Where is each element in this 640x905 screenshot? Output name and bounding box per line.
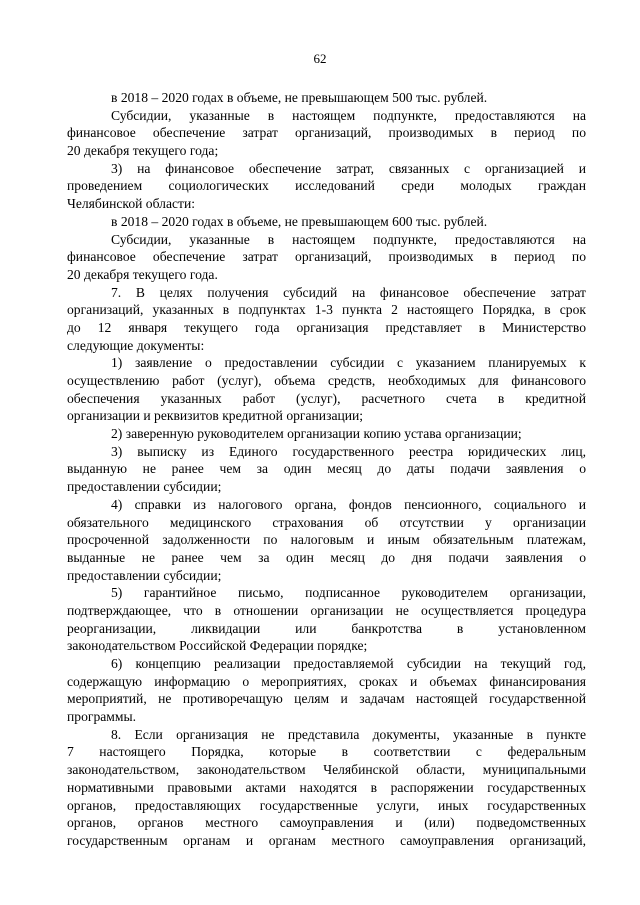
text-line: программы.	[67, 709, 137, 725]
text-line: организации и реквизитов кредитной организации;	[67, 408, 364, 424]
text-line: 1) заявление о предоставлении субсидии с указанием планируемых к	[111, 355, 586, 371]
text-line: финансовое обеспечение затрат организаций, производимых в период по	[67, 125, 586, 141]
text-line: в 2018 – 2020 годах в объеме, не превышающем 600 тыс. рублей.	[111, 213, 488, 229]
text-line: государственным органам и органам местного самоуправления организаций,	[67, 832, 586, 848]
text-line: выданную не ранее чем за один месяц до даты подачи заявления о	[67, 461, 586, 477]
text-line: Челябинской области:	[67, 196, 196, 212]
text-line: обеспечения указанных работ (услуг), расчетного счета в кредитной	[67, 390, 586, 406]
document-body	[67, 89, 586, 850]
text-line: обязательного медицинского страхования об отсутствии у организации	[67, 514, 586, 530]
text-line: 8. Если организация не представила документы, указанные в пункте	[111, 726, 586, 742]
text-line: 4) справки из налогового органа, фондов пенсионного, социального и	[111, 496, 586, 512]
text-line: законодательством, законодательством Челябинской области, муниципальными	[67, 762, 586, 778]
text-line: просроченной задолженности по налоговым и иным обязательным платежам,	[67, 532, 586, 548]
text-line: организаций, указанных в подпунктах 1-3 пункта 2 настоящего Порядка, в срок	[67, 302, 586, 318]
text-line: 7. В целях получения субсидий на финансовое обеспечение затрат	[111, 284, 586, 300]
text-line: 3) выписку из Единого государственного реестра юридических лиц,	[111, 443, 586, 459]
text-line: в 2018 – 2020 годах в объеме, не превышающем 500 тыс. рублей.	[111, 90, 488, 105]
text-line: проведением социологических исследований среди молодых граждан	[67, 178, 586, 194]
text-line: органов, предоставляющих государственные услуги, иных государственных	[67, 797, 586, 813]
text-line: законодательством Российской Федерации порядке;	[67, 638, 368, 654]
text-line: 5) гарантийное письмо, подписанное руководителем организации,	[111, 585, 586, 601]
text-line: Субсидии, указанные в настоящем подпункте, предоставляются на	[111, 107, 586, 123]
text-line: нормативными правовыми актами находятся в распоряжении государственных	[67, 779, 586, 795]
text-line: финансовое обеспечение затрат организаций, производимых в период по	[67, 249, 586, 265]
text-line: следующие документы:	[67, 337, 205, 353]
text-line: Субсидии, указанные в настоящем подпункте, предоставляются на	[111, 231, 586, 247]
text-line: предоставлении субсидии;	[67, 567, 222, 583]
text-line: подтверждающее, что в отношении организации не осуществляется процедура	[67, 602, 586, 618]
text-line: осуществлению работ (услуг), объема средств, необходимых для финансового	[67, 373, 586, 388]
text-line: 2) заверенную руководителем организации копию устава организации;	[111, 426, 522, 442]
text-line: 20 декабря текущего года.	[67, 266, 218, 282]
text-line: мероприятий, не противоречащую целям и задачам настоящей государственной	[67, 691, 586, 707]
page-number: 62	[313, 51, 327, 66]
text-line: 3) на финансовое обеспечение затрат, связанных с организацией и	[111, 160, 586, 176]
text-line: 7 настоящего Порядка, которые в соответствии с федеральным	[67, 744, 586, 760]
text-line: предоставлении субсидии;	[67, 479, 222, 495]
text-line: выданные не ранее чем за один месяц до дня подачи заявления о	[67, 549, 586, 565]
text-line: органов, органов местного самоуправления и (или) подведомственных	[67, 815, 586, 831]
text-line: 20 декабря текущего года;	[67, 143, 219, 159]
text-line: реорганизации, ликвидации или банкротства в установленном	[67, 620, 586, 636]
text-line: до 12 января текущего года организация представляет в Министерство	[67, 319, 586, 335]
text-line: 6) концепцию реализации предоставляемой субсидии на текущий год,	[111, 656, 586, 671]
text-line: содержащую информацию о мероприятиях, сроках и объемах финансирования	[67, 673, 586, 689]
